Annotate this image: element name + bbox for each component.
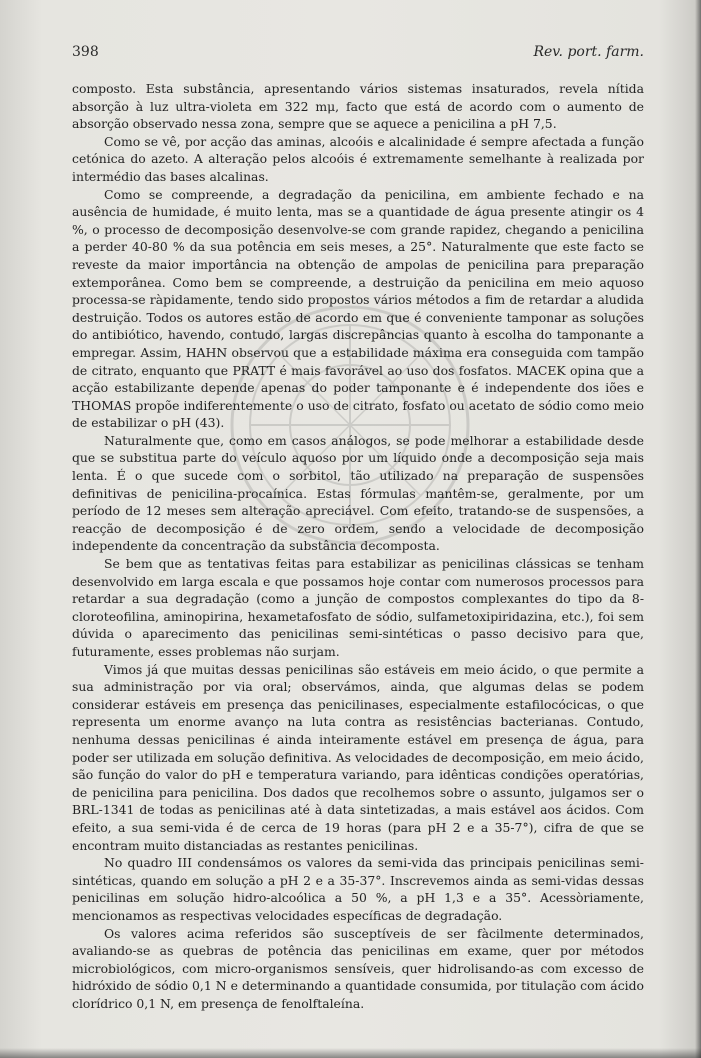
paragraph: Se bem que as tentativas feitas para estabilizar as penicilinas clássicas se tenham desenvolvido em larga escala e que possamos hoje contar com numerosos processos para retardar a sua degradação (como a junção de compostos complexantes do tipo da 8-cloroteofilina, aminopirina, hexametafosfato de sódio, sulfametoxipiridazina, etc.), foi sem dúvida o aparecimento das penicilinas semi-sintéticas o passo decisivo para que, futuramente, esses problemas não surjam. [72,556,644,659]
paragraph: Vimos já que muitas dessas penicilinas são estáveis em meio ácido, o que permite a sua administração por via oral; observámos, ainda, que algumas delas se podem considerar estáveis em presença das penicilinases, especialmente estafilocócicas, o que representa um enorme avanço na luta contra as resistências bacterianas. Contudo, nenhuma dessas penicilinas é ainda inteiramente estável em presença de água, para poder ser utilizada em solução definitiva. As velocidades de decomposição, em meio ácido, são função do valor do pH e temperatura variando, para idênticas condições operatórias, de penicilina para penicilina. Dos dados que recolhemos sobre o assunto, julgamos ser o BRL-1341 de todas as penicilinas até à data sintetizadas, a mais estável aos ácidos. Com efeito, a sua semi-vida é de cerca de 19 horas (para pH 2 e a 35-7°), cifra de que se encontram muito distanciadas as restantes penicilinas. [72,661,644,853]
page-bottom-shadow [0,1048,701,1058]
paragraph: No quadro III condensámos os valores da semi-vida das principais penicilinas semi-sintéticas, quando em solução a pH 2 e a 35-37°. Inscrevemos ainda as semi-vidas dessas penicilinas em solução hidro-alcoólica a 50 %, a pH 1,3 e a 35°. Acessòriamente, mencionamos as respectivas velocidades específicas de degradação. [72,855,644,923]
paragraph: Naturalmente que, como em casos análogos, se pode melhorar a estabilidade desde que se substitua parte do veículo aquoso por um líquido onde a decomposição seja mais lenta. É o que sucede com o sorbitol, tão utilizado na preparação de suspensões definitivas de penicilina-procaínica. Estas fórmulas mantêm-se, geralmente, por um período de 12 meses sem alteração apreciável. Com efeito, tratando-se de suspensões, a reacção de decomposição é de zero ordem, sendo a velocidade de decomposição independente da concentração da substância decomposta. [72,432,644,554]
paragraph: Os valores acima referidos são susceptíveis de ser fàcilmente determinados, avaliando-se as quebras de potência das penicilinas em exame, quer por métodos microbiológicos, com micro-organismos sensíveis, quer hidrolisando-as com excesso de hidróxido de sódio 0,1 N e determinando a quantidade consumida, por titulação com ácido clorídrico 0,1 N, em presença de fenolftaleína. [72,925,644,1011]
body-text [72,80,644,1012]
paragraph: Como se compreende, a degradação da penicilina, em ambiente fechado e na ausência de humidade, é muito lenta, mas se a quantidade de água presente atingir os 4 %, o processo de decomposição desenvolve-se com grande rapidez, chegando a penicilina a perder 40-80 % da sua potência em seis meses, a 25°. Naturalmente que este facto se reveste da maior importância na obtenção de ampolas de penicilina para preparação extemporânea. Como bem se compreende, a destruição da penicilina em meio aquoso processa-se ràpidamente, tendo sido propostos vários métodos a fim de retardar a aludida destruição. Todos os autores estão de acordo em que é conveniente tamponar as soluções do antibiótico, havendo, contudo, largas discrepâncias quanto à escolha do tamponante a empregar. Assim, HAHN observou que a estabilidade máxima era conseguida com tampão de citrato, enquanto que PRATT é mais favorável ao uso dos fosfatos. MACEK opina que a acção estabilizante depende apenas do poder tamponante e é independente dos iões e THOMAS propõe indiferentemente o uso de citrato, fosfato ou acetato de sódio como meio de estabilizar o pH (43). [72,186,644,431]
page-edge-shadow [695,0,701,1058]
journal-title: Rev. port. farm. [533,44,644,60]
paragraph: Como se vê, por acção das aminas, alcoóis e alcalinidade é sempre afectada a função cetónica do azeto. A alteração pelos alcoóis é extremamente semelhante à realizada por intermédio das bases alcalinas. [72,133,644,184]
running-header [72,44,644,64]
paragraph: composto. Esta substância, apresentando vários sistemas insaturados, revela nítida absorção à luz ultra-violeta em 322 mμ, facto que está de acordo com o aumento de absorção observado nessa zona, sempre que se aquece a penicilina a pH 7,5. [72,81,644,132]
page-number: 398 [72,44,99,60]
